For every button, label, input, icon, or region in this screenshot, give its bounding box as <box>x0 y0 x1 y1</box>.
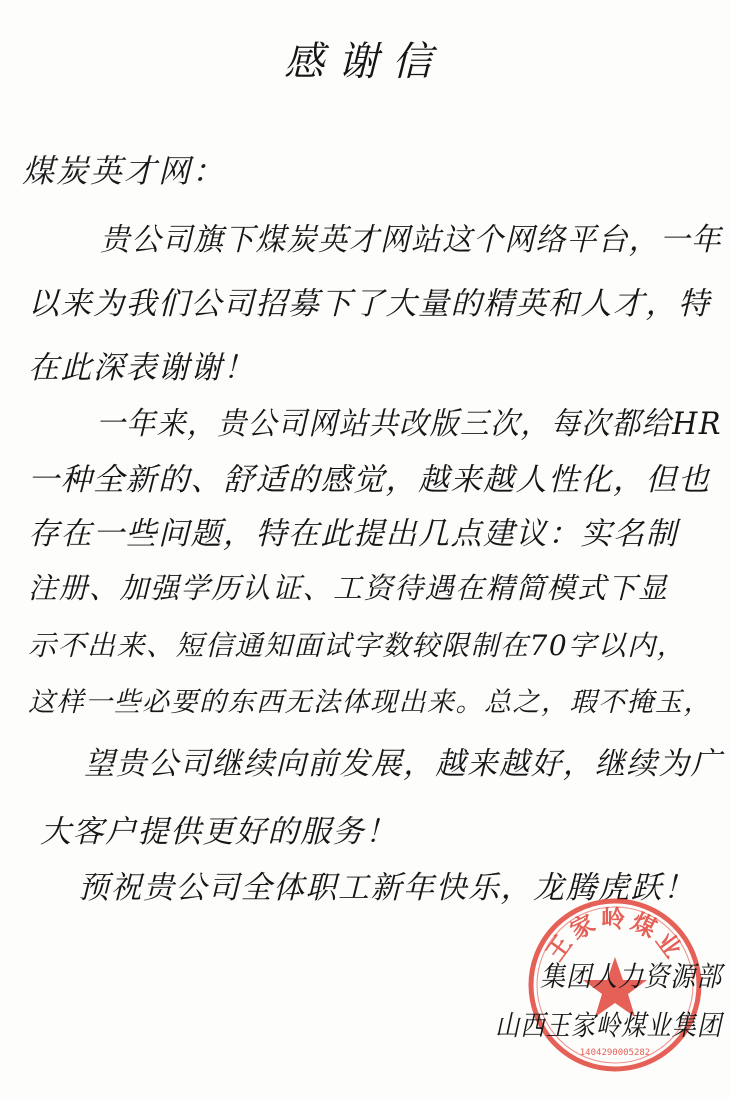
body-line-2: 以来为我们公司招募下了大量的精英和人才，特 <box>28 286 711 322</box>
body-line-4: 一年来，贵公司网站共改版三次，每次都给HR <box>96 406 722 442</box>
body-line-6: 存在一些问题，特在此提出几点建议：实名制 <box>28 516 678 552</box>
body-line-8: 示不出来、短信通知面试字数较限制在70字以内， <box>28 629 687 662</box>
body-line-7: 注册、加强学历认证、工资待遇在精简模式下显 <box>28 571 669 605</box>
signature-department: 集团人力资源部 <box>540 960 723 993</box>
body-line-10: 望贵公司继续向前发展，越来越好，继续为广 <box>84 746 723 782</box>
body-line-9: 这样一些必要的东西无法体现出来。总之，瑕不掩玉， <box>28 687 712 718</box>
body-line-11: 大客户提供更好的服务！ <box>40 814 398 850</box>
body-line-1: 贵公司旗下煤炭英才网站这个网络平台，一年 <box>100 222 723 258</box>
body-line-5: 一种全新的、舒适的感觉，越来越人性化，但也 <box>28 462 711 498</box>
seal-number: 1404290005282 <box>579 1048 651 1058</box>
body-line-12: 预祝贵公司全体职工新年快乐，龙腾虎跃！ <box>78 870 696 906</box>
letter-title: 感谢信 <box>284 39 446 85</box>
signature-company: 山西王家岭煤业集团 <box>495 1009 723 1042</box>
body-line-3: 在此深表谢谢！ <box>28 350 256 386</box>
salutation: 煤炭英才网： <box>22 152 227 190</box>
seal-text: 王家岭煤业 <box>540 905 690 967</box>
